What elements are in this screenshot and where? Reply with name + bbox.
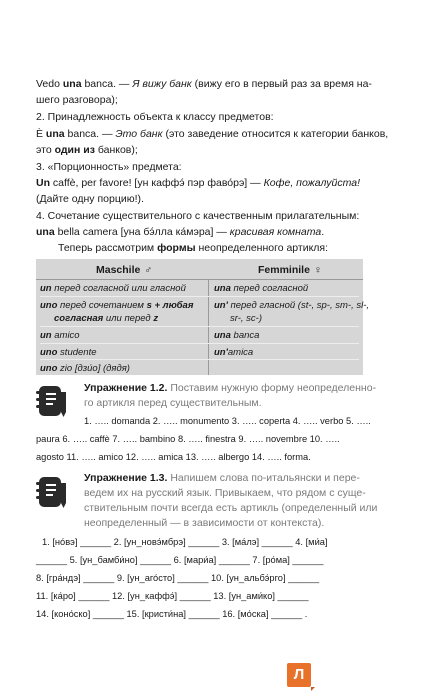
- rule-bold: z: [153, 313, 159, 324]
- example: banca: [230, 330, 260, 341]
- text: .: [321, 226, 325, 238]
- intro-line-11: [58, 241, 411, 256]
- header-femminile: [258, 263, 322, 278]
- female-figure-icon: ♀: [313, 264, 322, 276]
- intro-line-3: 2. Принадлежность объекта к классу предметов:: [36, 111, 274, 123]
- text: È: [36, 128, 46, 140]
- column-divider: [208, 279, 209, 375]
- exercise-1-3-row: 14. [коно́ско] ______ 15. [кристи́на] ______ 16. [мо́ска] ______ .: [36, 609, 308, 619]
- rule: или перед: [103, 313, 154, 324]
- example: amico: [51, 330, 80, 341]
- article: una: [214, 330, 231, 341]
- article: una: [214, 283, 231, 294]
- intro-line-4: [36, 127, 411, 142]
- translation-italic: Я вижу банк: [132, 78, 192, 90]
- fem-rule-2-cont: sr-, sc-): [230, 313, 263, 324]
- example: studente: [57, 347, 97, 358]
- text: банков);: [94, 144, 138, 156]
- row-separator: [40, 359, 359, 360]
- row-separator: [40, 343, 359, 344]
- intro-line-8: (Дайте одну порцию!).: [36, 193, 144, 205]
- article: uno: [40, 300, 58, 311]
- masc-example-2: [40, 346, 97, 359]
- emphasis-bold: формы: [157, 242, 196, 254]
- exercise-1-3-instructions: [84, 471, 411, 486]
- exercise-title: Упражнение 1.2.: [84, 382, 168, 394]
- exercise-title: Упражнение 1.3.: [84, 472, 168, 484]
- fem-rule-1: [214, 282, 308, 295]
- emphasis-bold: один из: [54, 144, 95, 156]
- translation-italic: Это банк: [115, 128, 163, 140]
- text: caffè, per favore! [ун каффэ́ пэр фаво́рэ] —: [50, 177, 264, 189]
- rule-bold: согласная: [54, 313, 104, 324]
- example: amica: [227, 347, 254, 358]
- intro-line-9: 4. Сочетание существительного с качественным прилагательным:: [36, 210, 360, 222]
- male-figure-icon: ♂: [144, 264, 153, 276]
- publisher-logo: Л: [287, 663, 311, 687]
- article-bold: Un: [36, 177, 50, 189]
- exercise-1-3-row: 11. [ка́ро] ______ 12. [ун_каффэ́] ______ 13. [ун_ами́ко] ______: [36, 591, 309, 601]
- exercise-1-3-row: 1. [но́вэ] ______ 2. [ун_новэ́мбрэ] ______ 3. [ма́лэ] ______ 4. [ми́а]: [42, 537, 328, 547]
- rule: перед гласной (st-, sp-, sm-, sl-,: [227, 300, 370, 311]
- translation-italic: красивая комната: [229, 226, 322, 238]
- exercise-1-3-instructions-cont: ствительным почти всегда есть артикль (определенный или: [84, 502, 378, 514]
- exercise-1-3-row: ______ 5. [ун_бамби́но] ______ 6. [мари́а] ______ 7. [ро́ма] ______: [36, 555, 324, 565]
- rule: перед сочетанием: [57, 300, 147, 311]
- text: (вижу его в первый раз за время на-: [191, 78, 372, 90]
- header-divider: [36, 279, 363, 280]
- rule: перед согласной: [230, 283, 309, 294]
- header-label: Maschile: [96, 264, 141, 276]
- exercise-1-2-instructions-cont: го артикля перед существительным.: [84, 397, 262, 409]
- notebook-pencil-icon: [36, 474, 68, 510]
- article-table: [36, 259, 370, 375]
- article-bold: una: [62, 78, 82, 90]
- header-label: Femminile: [258, 264, 310, 276]
- article-bold: una: [36, 226, 55, 238]
- masc-example-3: [40, 362, 130, 375]
- article: uno: [40, 363, 58, 374]
- instruction: Напишем слова по-итальянски и пере-: [167, 472, 360, 484]
- masc-rule-2-cont: [54, 312, 158, 325]
- text: неопределенного артикля:: [195, 242, 329, 254]
- rule-bold: s + любая: [146, 300, 194, 311]
- masc-rule-1: [40, 282, 186, 295]
- article: uno: [40, 347, 58, 358]
- intro-line-2: шего разговора);: [36, 94, 118, 106]
- intro-line-5: [36, 143, 411, 158]
- translation-italic: Кофе, пожалуйста!: [263, 177, 361, 189]
- row-separator: [40, 296, 359, 297]
- exercise-1-2-row: paura 6. ….. caffè 7. ….. bambino 8. ….. finestra 9. ….. novembre 10. …..: [36, 434, 340, 444]
- row-separator: [40, 326, 359, 327]
- exercise-1-2-instructions: [84, 381, 411, 396]
- article: un: [40, 283, 52, 294]
- fem-example-2: [214, 346, 253, 359]
- masc-rule-2: [40, 299, 193, 312]
- fem-example-1: [214, 329, 259, 342]
- intro-line-6: 3. «Порционность» предмета:: [36, 161, 182, 173]
- masc-example-1: [40, 329, 80, 342]
- notebook-pencil-icon: [36, 383, 68, 419]
- text: Vedo: [36, 78, 63, 90]
- text: это: [36, 144, 55, 156]
- text: Теперь рассмотрим: [58, 242, 158, 254]
- article: un: [40, 330, 52, 341]
- exercise-1-2-row: agosto 11. ….. amico 12. ….. amica 13. ….. albergo 14. ….. forma.: [36, 452, 311, 462]
- text: banca. —: [81, 78, 133, 90]
- exercise-1-3-instructions-cont: неопределенный — в зависимости от контекста).: [84, 517, 325, 529]
- article: un': [214, 300, 228, 311]
- instruction: Поставим нужную форму неопределенно-: [167, 382, 377, 394]
- intro-line-1: [36, 77, 411, 92]
- article: un': [214, 347, 228, 358]
- exercise-1-2-row: 1. ….. domanda 2. ….. monumento 3. ….. coperta 4. ….. verbo 5. …..: [84, 416, 371, 426]
- text: banca. —: [64, 128, 116, 140]
- article-bold: una: [45, 128, 65, 140]
- intro-line-7: [36, 176, 411, 191]
- text: bella camera [уна бэ́лла ка́мэра] —: [54, 226, 230, 238]
- text: (это заведение относится к категории банков,: [162, 128, 389, 140]
- intro-line-10: [36, 225, 411, 240]
- example: zio [дзи́о] (дядя): [57, 363, 130, 374]
- exercise-1-3-row: 8. [гра́ндэ] ______ 9. [ун_аго́сто] ______ 10. [ун_альбэ́рго] ______: [36, 573, 320, 583]
- header-maschile: [96, 263, 152, 278]
- fem-rule-2: [214, 299, 369, 312]
- exercise-1-3-instructions-cont: ведем их на русский язык. Привыкаем, что рядом с суще-: [84, 487, 366, 499]
- rule: перед согласной или гласной: [51, 283, 186, 294]
